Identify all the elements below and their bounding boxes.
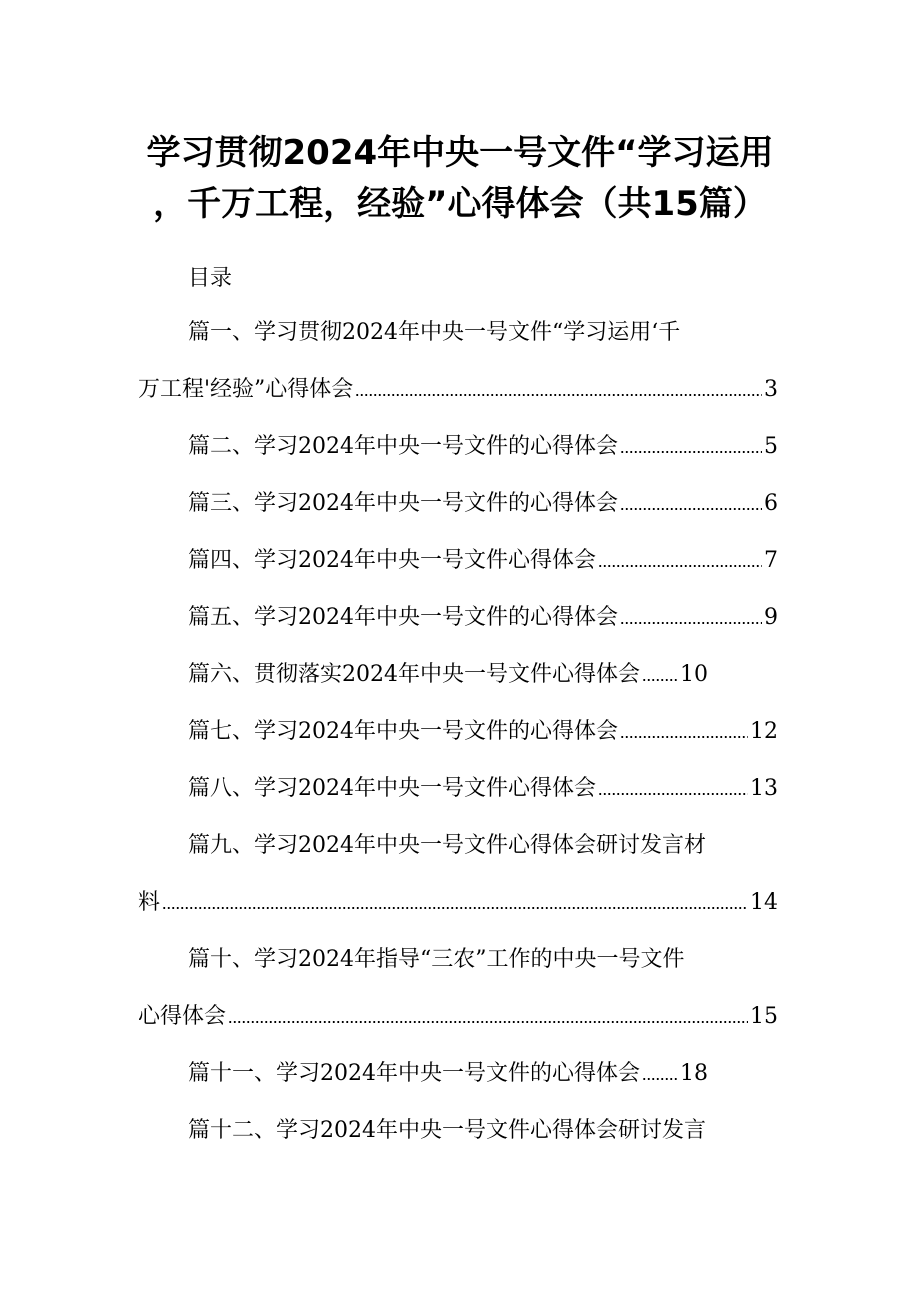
toc-entry-1-line-2[interactable] xyxy=(138,372,778,404)
toc-entry-page: 9 xyxy=(764,605,778,630)
toc-entry-text: 篇九、学习2024年中央一号文件心得体会研讨发言材 xyxy=(188,833,706,858)
document-title-line-1: 学习贯彻2024年中央一号文件“学习运用 xyxy=(146,133,774,173)
toc-entry-text: 料 xyxy=(138,890,161,915)
toc-leader-dots xyxy=(620,734,748,740)
toc-entry-page: 18 xyxy=(680,1061,708,1086)
toc-entry-text: 篇三、学习2024年中央一号文件的心得体会 xyxy=(188,491,618,516)
toc-entry-11[interactable] xyxy=(188,1056,748,1088)
toc-leader-dots xyxy=(598,563,762,569)
toc-entry-10-line-2[interactable] xyxy=(138,999,778,1031)
toc-leader-dots xyxy=(642,677,678,683)
toc-leader-dots xyxy=(642,1076,678,1082)
toc-entry-page: 5 xyxy=(764,434,778,459)
toc-leader-dots xyxy=(162,905,748,911)
toc-leader-dots xyxy=(598,791,748,797)
toc-entry-5[interactable] xyxy=(188,600,778,632)
toc-entry-text: 万工程'经验”心得体会 xyxy=(138,377,354,402)
toc-entry-page: 7 xyxy=(764,548,778,573)
toc-leader-dots xyxy=(620,506,762,512)
toc-entry-page: 6 xyxy=(764,491,778,516)
toc-entry-2[interactable] xyxy=(188,429,778,461)
toc-heading: 目录 xyxy=(188,266,233,291)
toc-entry-page: 13 xyxy=(750,776,778,801)
toc-entry-text: 篇一、学习贯彻2024年中央一号文件“学习运用‘千 xyxy=(188,320,681,345)
toc-entry-8[interactable] xyxy=(188,771,778,803)
toc-entry-text: 篇二、学习2024年中央一号文件的心得体会 xyxy=(188,434,618,459)
toc-entry-text: 篇十二、学习2024年中央一号文件心得体会研讨发言 xyxy=(188,1118,706,1143)
toc-entry-page: 10 xyxy=(680,662,708,687)
toc-entry-text: 篇十、学习2024年指导“三农”工作的中央一号文件 xyxy=(188,947,685,972)
toc-leader-dots xyxy=(620,449,762,455)
document-title-line-2: ，千万工程，经验”心得体会（共15篇） xyxy=(153,184,767,224)
toc-entry-10-line-1[interactable] xyxy=(188,942,748,974)
toc-entry-1-line-1[interactable] xyxy=(188,315,738,347)
toc-entry-text: 篇七、学习2024年中央一号文件的心得体会 xyxy=(188,719,618,744)
toc-leader-dots xyxy=(355,392,762,398)
toc-leader-dots xyxy=(620,620,762,626)
toc-entry-page: 3 xyxy=(764,377,778,402)
toc-entry-9-line-1[interactable] xyxy=(188,828,748,860)
toc-entry-text: 篇八、学习2024年中央一号文件心得体会 xyxy=(188,776,596,801)
toc-entry-text: 篇六、贯彻落实2024年中央一号文件心得体会 xyxy=(188,662,640,687)
toc-entry-page: 12 xyxy=(750,719,778,744)
toc-entry-text: 篇四、学习2024年中央一号文件心得体会 xyxy=(188,548,596,573)
toc-entry-3[interactable] xyxy=(188,486,778,518)
toc-entry-7[interactable] xyxy=(188,714,778,746)
toc-leader-dots xyxy=(228,1019,748,1025)
toc-entry-text: 心得体会 xyxy=(138,1004,227,1029)
toc-entry-text: 篇十一、学习2024年中央一号文件的心得体会 xyxy=(188,1061,640,1086)
toc-entry-text: 篇五、学习2024年中央一号文件的心得体会 xyxy=(188,605,618,630)
toc-entry-12-line-1[interactable] xyxy=(188,1113,748,1145)
toc-entry-6[interactable] xyxy=(188,657,748,689)
toc-entry-page: 15 xyxy=(750,1004,778,1029)
toc-entry-page: 14 xyxy=(750,890,778,915)
toc-entry-4[interactable] xyxy=(188,543,778,575)
toc-entry-9-line-2[interactable] xyxy=(138,885,778,917)
